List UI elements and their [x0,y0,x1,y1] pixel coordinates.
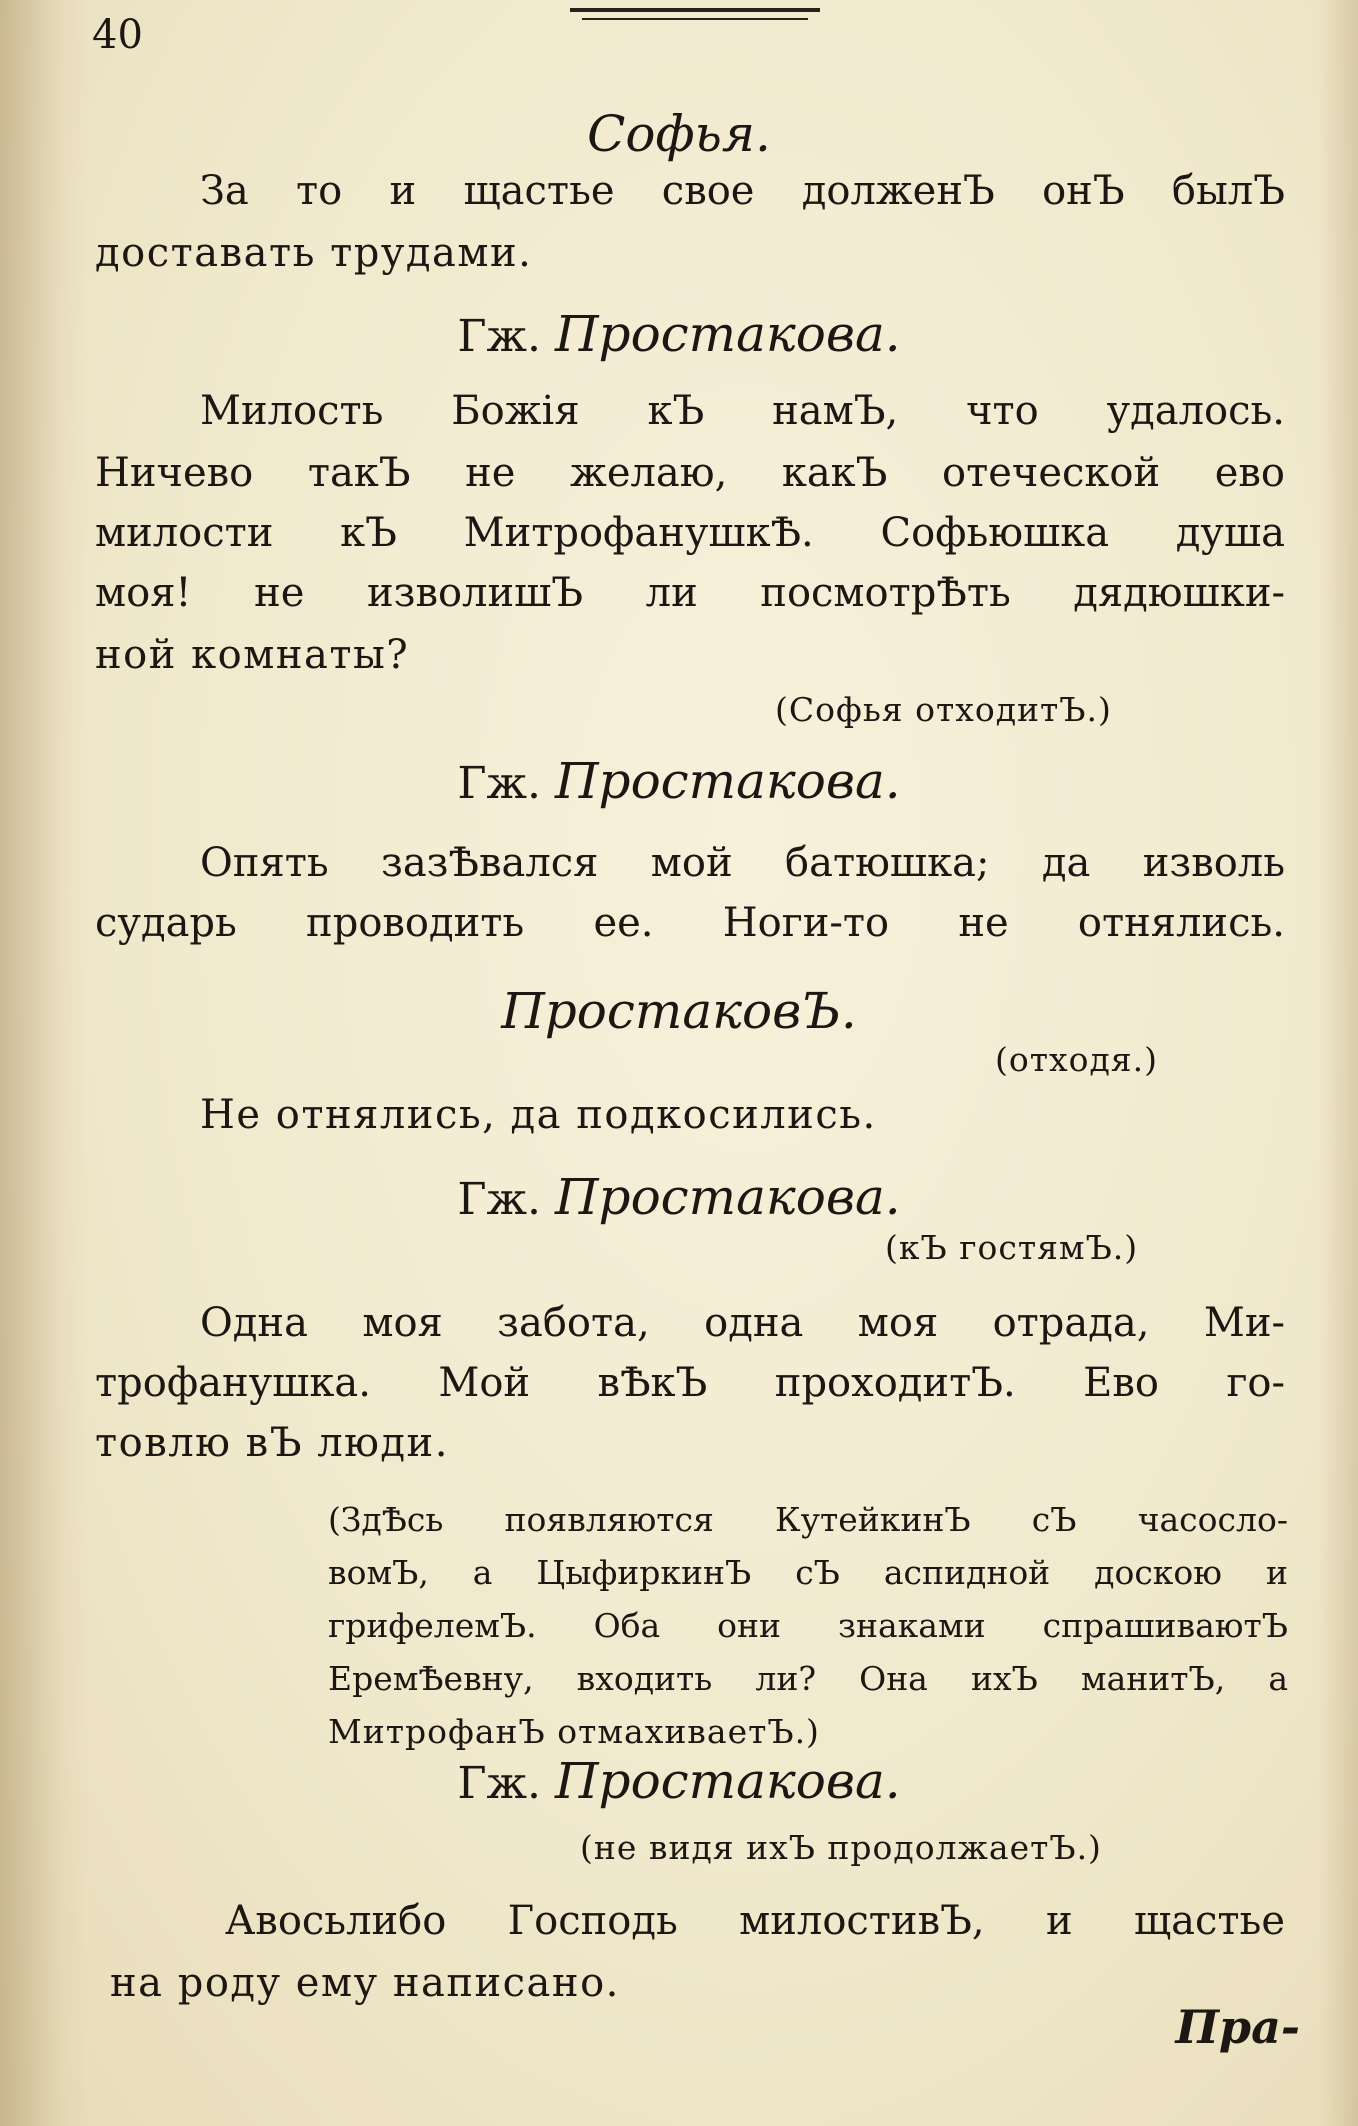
speech-line: трофанушка. Мой вѢкЪ проходитЪ. Ево го- [95,1360,1285,1406]
stage-direction: грифелемЪ. Оба они знаками спрашиваютЪ [328,1606,1288,1645]
speaker-title: Гж. [457,1174,541,1225]
stage-direction: вомЪ, а ЦыфиркинЪ сЪ аспидной доскою и [328,1553,1288,1592]
speech-line: Милость Божія кЪ намЪ, что удалось. [200,388,1285,434]
speech-line: сударь проводить ее. Ноги-то не отнялись. [95,900,1285,946]
speaker-name: Простакова. [554,1752,901,1810]
speech-line: За то и щастье свое долженЪ онЪ былЪ [200,168,1285,214]
speech-line: Ничево такЪ не желаю, какЪ отеческой ево [95,450,1285,496]
stage-direction: (кЪ гостямЪ.) [885,1228,1139,1267]
speaker-heading [0,305,1358,363]
stage-direction: (отходя.) [995,1040,1158,1079]
speech-line: Не отнялись, да подкосились. [200,1092,877,1138]
speech-line: доставать трудами. [95,230,533,276]
speaker-heading [0,1168,1358,1226]
speaker-name: Софья. [587,105,771,163]
speech-line: Авосьлибо Господь милостивЪ, и щастье [225,1898,1285,1944]
stage-direction: (ЗдѢсь появляются КутейкинЪ сЪ часосло- [328,1500,1288,1539]
stage-direction: (не видя ихЪ продолжаетЪ.) [580,1828,1102,1867]
speaker-title: Гж. [457,1758,541,1809]
stage-direction: (Софья отходитЪ.) [775,690,1112,729]
speaker-heading [0,982,1358,1040]
speaker-heading [0,105,1358,163]
speech-line: ной комнаты? [95,632,410,678]
stage-direction: МитрофанЪ отмахиваетЪ.) [328,1712,820,1751]
catchword: Пра- [1175,2000,1300,2054]
speech-line: товлю вЪ люди. [95,1420,449,1466]
header-ornament [570,8,820,32]
speech-line: Опять зазѢвался мой батюшка; да изволь [200,840,1285,886]
speech-line: милости кЪ МитрофанушкѢ. Софьюшка душа [95,510,1285,556]
speaker-name: Простакова. [554,305,901,363]
speaker-name: Простакова. [554,1168,901,1226]
speaker-heading [0,1752,1358,1810]
page-number: 40 [92,12,143,58]
speaker-title: Гж. [457,311,541,362]
speech-line: на роду ему написано. [110,1960,620,2006]
speaker-name: Простакова. [554,752,901,810]
speaker-heading [0,752,1358,810]
speaker-title: Гж. [457,758,541,809]
speaker-name: ПростаковЪ. [501,982,857,1040]
speech-line: моя! не изволишЪ ли посмотрѢть дядюшки- [95,570,1285,616]
stage-direction: ЕремѢевну, входить ли? Она ихЪ манитЪ, а [328,1659,1288,1698]
speech-line: Одна моя забота, одна моя отрада, Ми- [200,1300,1285,1346]
